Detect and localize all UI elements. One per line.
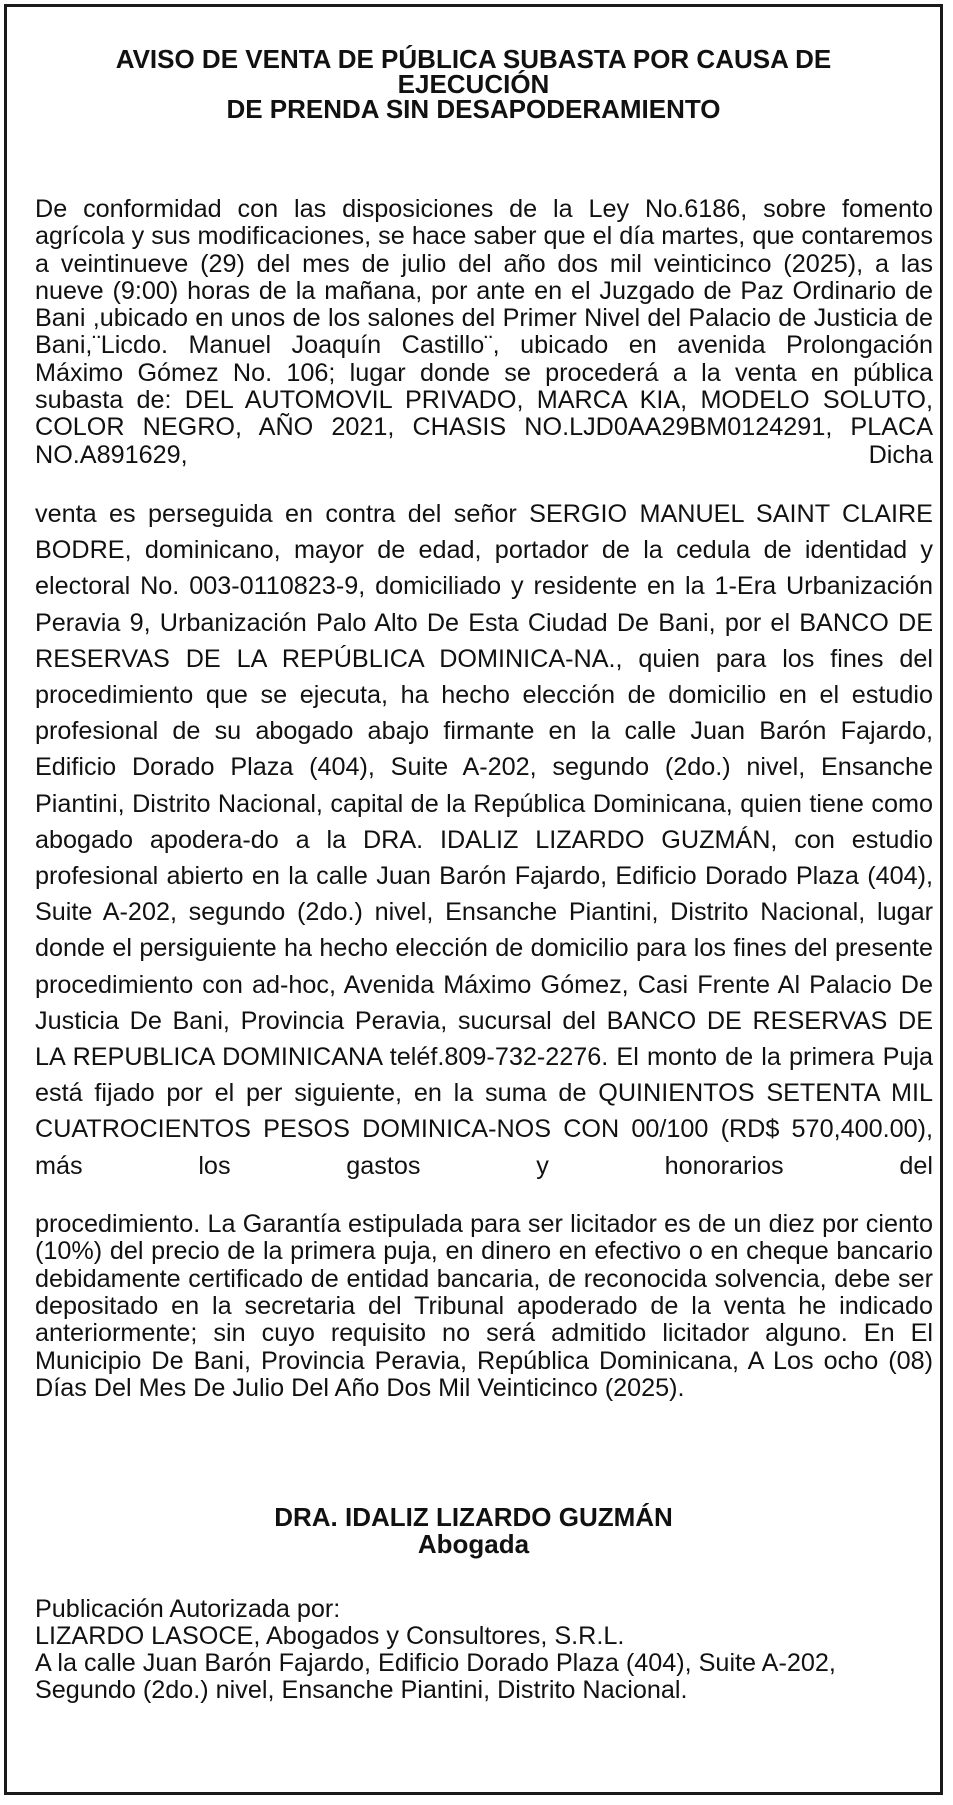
title-line-3: DE PRENDA SIN DESAPODERAMIENTO [226,94,721,124]
signatory-role: Abogada [417,1529,530,1559]
footer-address-line-2: Segundo (2do.) nivel, Ensanche Piantini, Distrito Nacional. [35,1676,688,1704]
signature-block [47,1504,900,1558]
signatory-name: DRA. IDALIZ LIZARDO GUZMÁN [274,1502,673,1532]
body-paragraph-part-3: procedimiento. La Garantía estipulada para ser licitador es de un diez por ciento (10%) del precio de la primera puja, en dinero en efectivo o en cheque bancario debidamente certificado de entidad bancaria, de reconocida solvencia, debe ser depositado en la secretaria del Tribunal apoderado de la venta he indicado anteriormente; sin cuyo requisito no será admitido licitador alguno. En El Municipio De Bani, Provincia Peravia, República Dominicana, A Los ocho (08) Días Del Mes De Julio Del Año Dos Mil Veinticinco (2025). [35,1209,933,1403]
publication-footer [35,1596,933,1704]
title-line-2: EJECUCIÓN [397,69,550,99]
title-line-1: AVISO DE VENTA DE PÚBLICA SUBASTA POR CAUSA DE [115,44,832,74]
notice-title [47,44,900,124]
footer-authorized-by: Publicación Autorizada por: [35,1595,341,1623]
footer-firm-name: LIZARDO LASOCE, Abogados y Consultores, S.R.L. [35,1622,625,1650]
legal-notice [4,4,943,1795]
notice-body [35,169,933,1430]
body-paragraph-part-1: De conformidad con las disposiciones de la Ley No.6186, sobre fomento agrícola y sus modificaciones, se hace saber que el día martes, que contaremos a veintinueve (29) del mes de julio del año dos mil veinticinco (2025), a las nueve (9:00) horas de la mañana, por ante en el Juzgado de Paz Ordinario de Bani ,ubicado en unos de los salones del Primer Nivel del Palacio de Justicia de Bani,¨Licdo. Manuel Joaquín Castillo¨, ubicado en avenida Prolongación Máximo Gómez No. 106; lugar donde se procederá a la venta en pública subasta de: DEL AUTOMOVIL PRIVADO, MARCA KIA, MODELO SOLUTO, COLOR NEGRO, AÑO 2021, CHASIS NO.LJD0AA29BM0124291, PLACA NO.A891629, Dicha [35,195,933,469]
footer-address-line-1: A la calle Juan Barón Fajardo, Edificio Dorado Plaza (404), Suite A-202, [35,1649,836,1677]
body-paragraph-part-2: venta es perseguida en contra del señor SERGIO MANUEL SAINT CLAIRE BODRE, dominicano, mayor de edad, portador de la cedula de identidad y electoral No. 003-0110823-9, domiciliado y residente en la 1-Era Urbanización Peravia 9, Urbanización Palo Alto De Esta Ciudad De Bani, por el BANCO DE RESERVAS DE LA REPÚBLICA DOMINICA-NA., quien para los fines del procedimiento que se ejecuta, ha hecho elección de domicilio en el estudio profesional de su abogado abajo firmante en la calle Juan Barón Fajardo, Edificio Dorado Plaza (404), Suite A-202, segundo (2do.) nivel, Ensanche Piantini, Distrito Nacional, capital de la República Dominicana, quien tiene como abogado apodera-do a la DRA. IDALIZ LIZARDO GUZMÁN, con estudio profesional abierto en la calle Juan Barón Fajardo, Edificio Dorado Plaza (404), Suite A-202, segundo (2do.) nivel, Ensanche Piantini, Distrito Nacional, lugar donde el persiguiente ha hecho elección de domicilio para los fines del presente procedimiento con ad-hoc, Avenida Máximo Gómez, Casi Frente Al Palacio De Justicia De Bani, Provincia Peravia, sucursal del BANCO DE RESERVAS DE LA REPUBLICA DOMINICANA teléf.809-732-2276. El monto de la primera Puja está fijado por el per siguiente, en la suma de QUINIENTOS SETENTA MIL CUATROCIENTOS PESOS DOMINICA-NOS CON 00/100 (RD$ 570,400.00), más los gastos y honorarios del [35,499,933,1180]
